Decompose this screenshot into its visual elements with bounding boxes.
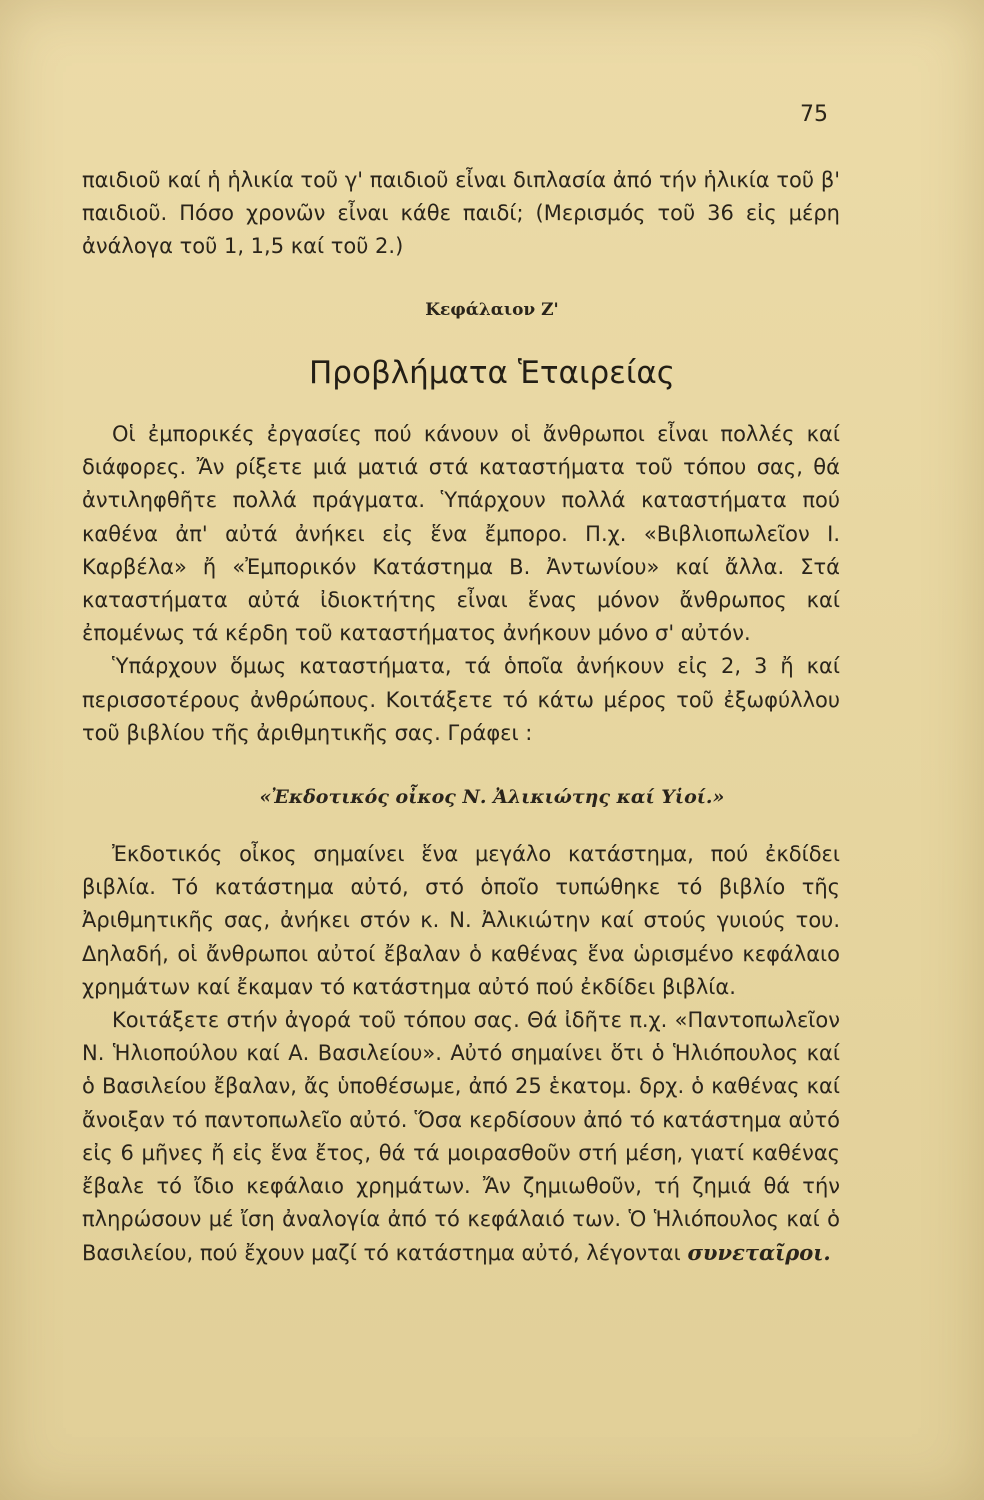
section-partnership — [82, 838, 840, 1271]
grocery-example-text: Κοιτάξετε στήν ἀγορά τοῦ τόπου σας. Θά ἰδῆτε π.χ. «Παντοπωλεῖον Ν. Ἡλιοπούλου καί Α. Βασιλείου». Αὐτό σημαίνει ὅτι ὁ Ἡλιόπουλος καί ὁ Βασιλείου ἔβαλαν, ἄς ὑποθέσωμε, ἀπό 25 ἑκατομ. δρχ. ὁ καθένας καί ἄνοιξαν τό παντοπωλεῖο αὐτό. Ὅσα κερδίσουν ἀπό τό κατάστημα αὐτό εἰς 6 μῆνες ἤ εἰς ἕνα ἔτος, θά τά μοιρασθοῦν στή μέση, γιατί καθένας ἔβαλε τό ἴδιο κεφάλαιο χρημάτων. Ἄν ζημιωθοῦν, τή ζημιά θά τήν πληρώσουν μέ ἴση ἀναλογία ἀπό τό κεφάλαιό των. Ὁ Ἡλιόπουλος καί ὁ Βασιλείου, πού ἔχουν μαζί τό κατάστημα αὐτό, λέγονται — [82, 1008, 840, 1266]
chapter-title: Προβλήματα Ἑταιρείας — [308, 355, 676, 391]
section-intro — [82, 418, 840, 750]
page-number: 75 — [800, 102, 828, 127]
paragraph-publisher: Ἐκδοτικός οἶκος σημαίνει ἕνα μεγάλο κατάστημα, πού ἐκδίδει βιβλία. Τό κατάστημα αὐτό, στό ὁποῖο τυπώθηκε τό βιβλίο τῆς Ἀριθμητικῆς σας, ἀνήκει στόν κ. Ν. Ἀλικιώτην καί στούς γυιούς του. Δηλαδή, οἱ ἄνθρωποι αὐτοί ἔβαλαν ὁ καθένας ἕνα ὡρισμένο κεφάλαιο χρημάτων καί ἔκαμαν τό κατάστημα αὐτό πού ἐκδίδει βιβλία. — [82, 842, 840, 999]
paragraph-grocery-example — [82, 1004, 840, 1271]
term-partners: συνεταῖροι. — [687, 1240, 831, 1266]
paragraph-multiple-owners: Ὑπάρχουν ὅμως καταστήματα, τά ὁποῖα ἀνήκουν εἰς 2, 3 ἤ καί περισσοτέρους ἀνθρώπους. Κοιτάξετε τό κάτω μέρος τοῦ ἐξωφύλλου τοῦ βιβλίου τῆς ἀριθμητικῆς σας. Γράφει : — [82, 654, 840, 745]
paragraph-shops: Οἱ ἐμπορικές ἐργασίες πού κάνουν οἱ ἄνθρωποι εἶναι πολλές καί διάφορες. Ἄν ρίξετε μιά ματιά στά καταστήματα τοῦ τόπου σας, θά ἀντιληφθῆτε πολλά πράγματα. Ὑπάρχουν πολλά καταστήματα πού καθένα ἀπ' αὐτά ἀνήκει εἰς ἕνα ἔμπορο. Π.χ. «Βιβλιοπωλεῖον Ι. Καρβέλα» ἤ «Ἐμπορικόν Κατάστημα Β. Ἀντωνίου» καί ἄλλα. Στά καταστήματα αὐτά ἰδιοκτήτης εἶναι ἕνας μόνον ἄνθρωπος καί ἐπομένως τά κέρδη τοῦ καταστήματος ἀνήκουν μόνο σ' αὐτόν. — [82, 422, 840, 646]
chapter-label: Κεφάλαιον Ζ' — [425, 300, 559, 320]
continuation-text: παιδιοῦ καί ἡ ἡλικία τοῦ γ' παιδιοῦ εἶναι διπλασία ἀπό τήν ἡλικία τοῦ β' παιδιοῦ. Πόσο χρονῶν εἶναι κάθε παιδί; (Μερισμός τοῦ 36 εἰς μέρη ἀνάλογα τοῦ 1, 1,5 καί τοῦ 2.) — [82, 168, 840, 259]
continuation-paragraph — [82, 164, 840, 264]
publisher-quote: «Ἐκδοτικός οἶκος Ν. Ἀλικιώτης καί Υἱοί.» — [259, 786, 725, 808]
